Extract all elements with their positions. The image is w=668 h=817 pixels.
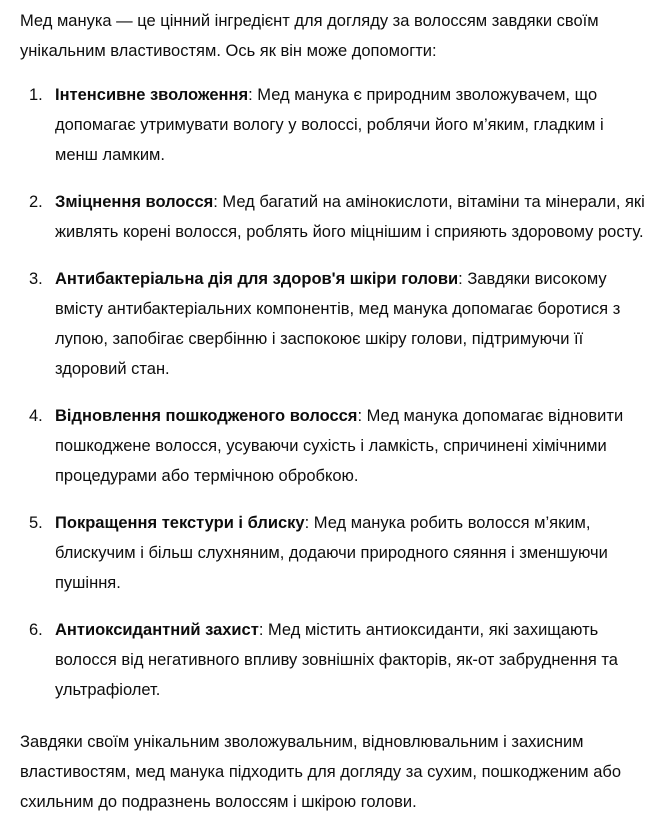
list-item-number: 5. xyxy=(29,514,43,532)
list-item xyxy=(20,615,648,705)
benefits-list xyxy=(20,80,648,705)
list-item-text: : Мед містить антиоксиданти, які захищають волосся від негативного впливу зовнішніх факторів, як-от забруднення та ультрафіолет. xyxy=(55,621,618,699)
list-item xyxy=(20,264,648,384)
list-item-text: : Завдяки високому вмісту антибактеріальних компонентів, мед манука допомагає боротися з лупою, запобігає свербінню і заспокоює шкіру голови, підтримуючи її здоровий стан. xyxy=(55,270,621,378)
list-item xyxy=(20,401,648,491)
list-item-text: : Мед багатий на амінокислоти, вітаміни та мінерали, які живлять корені волосся, роблять його міцнішим і сприяють здоровому росту. xyxy=(55,193,645,241)
list-item xyxy=(20,508,648,598)
list-item-title: Відновлення пошкодженого волосся xyxy=(55,407,358,425)
list-item xyxy=(20,187,648,247)
list-item-title: Покращення текстури і блиску xyxy=(55,514,305,532)
list-item-number: 1. xyxy=(29,86,43,104)
list-item-number: 6. xyxy=(29,621,43,639)
list-item-number: 3. xyxy=(29,270,43,288)
outro-paragraph: Завдяки своїм унікальним зволожувальним, відновлювальним і захисним властивостям, мед манука підходить для догляду за сухим, пошкодженим або схильним до подразнень волоссям і шкірою голови. xyxy=(20,733,622,811)
list-item-number: 4. xyxy=(29,407,43,425)
list-item-text: : Мед манука є природним зволожувачем, що допомагає утримувати вологу у волоссі, роблячи його м’яким, гладким і менш ламким. xyxy=(55,86,604,164)
list-item-title: Інтенсивне зволоження xyxy=(55,86,249,104)
list-item-title: Зміцнення волосся xyxy=(55,193,214,211)
list-item-number: 2. xyxy=(29,193,43,211)
list-item-title: Антиоксидантний захист xyxy=(55,621,259,639)
list-item-text: : Мед манука робить волосся м’яким, блискучим і більш слухняним, додаючи природного сяяння і зменшуючи пушіння. xyxy=(55,514,608,592)
list-item xyxy=(20,80,648,170)
intro-paragraph: Мед манука — це цінний інгредієнт для догляду за волоссям завдяки своїм унікальним властивостям. Ось як він може допомогти: xyxy=(20,12,599,60)
list-item-text: : Мед манука допомагає відновити пошкоджене волосся, усуваючи сухість і ламкість, спричинені хімічними процедурами або термічною обробкою. xyxy=(55,407,624,485)
list-item-title: Антибактеріальна дія для здоров'я шкіри голови xyxy=(55,270,459,288)
